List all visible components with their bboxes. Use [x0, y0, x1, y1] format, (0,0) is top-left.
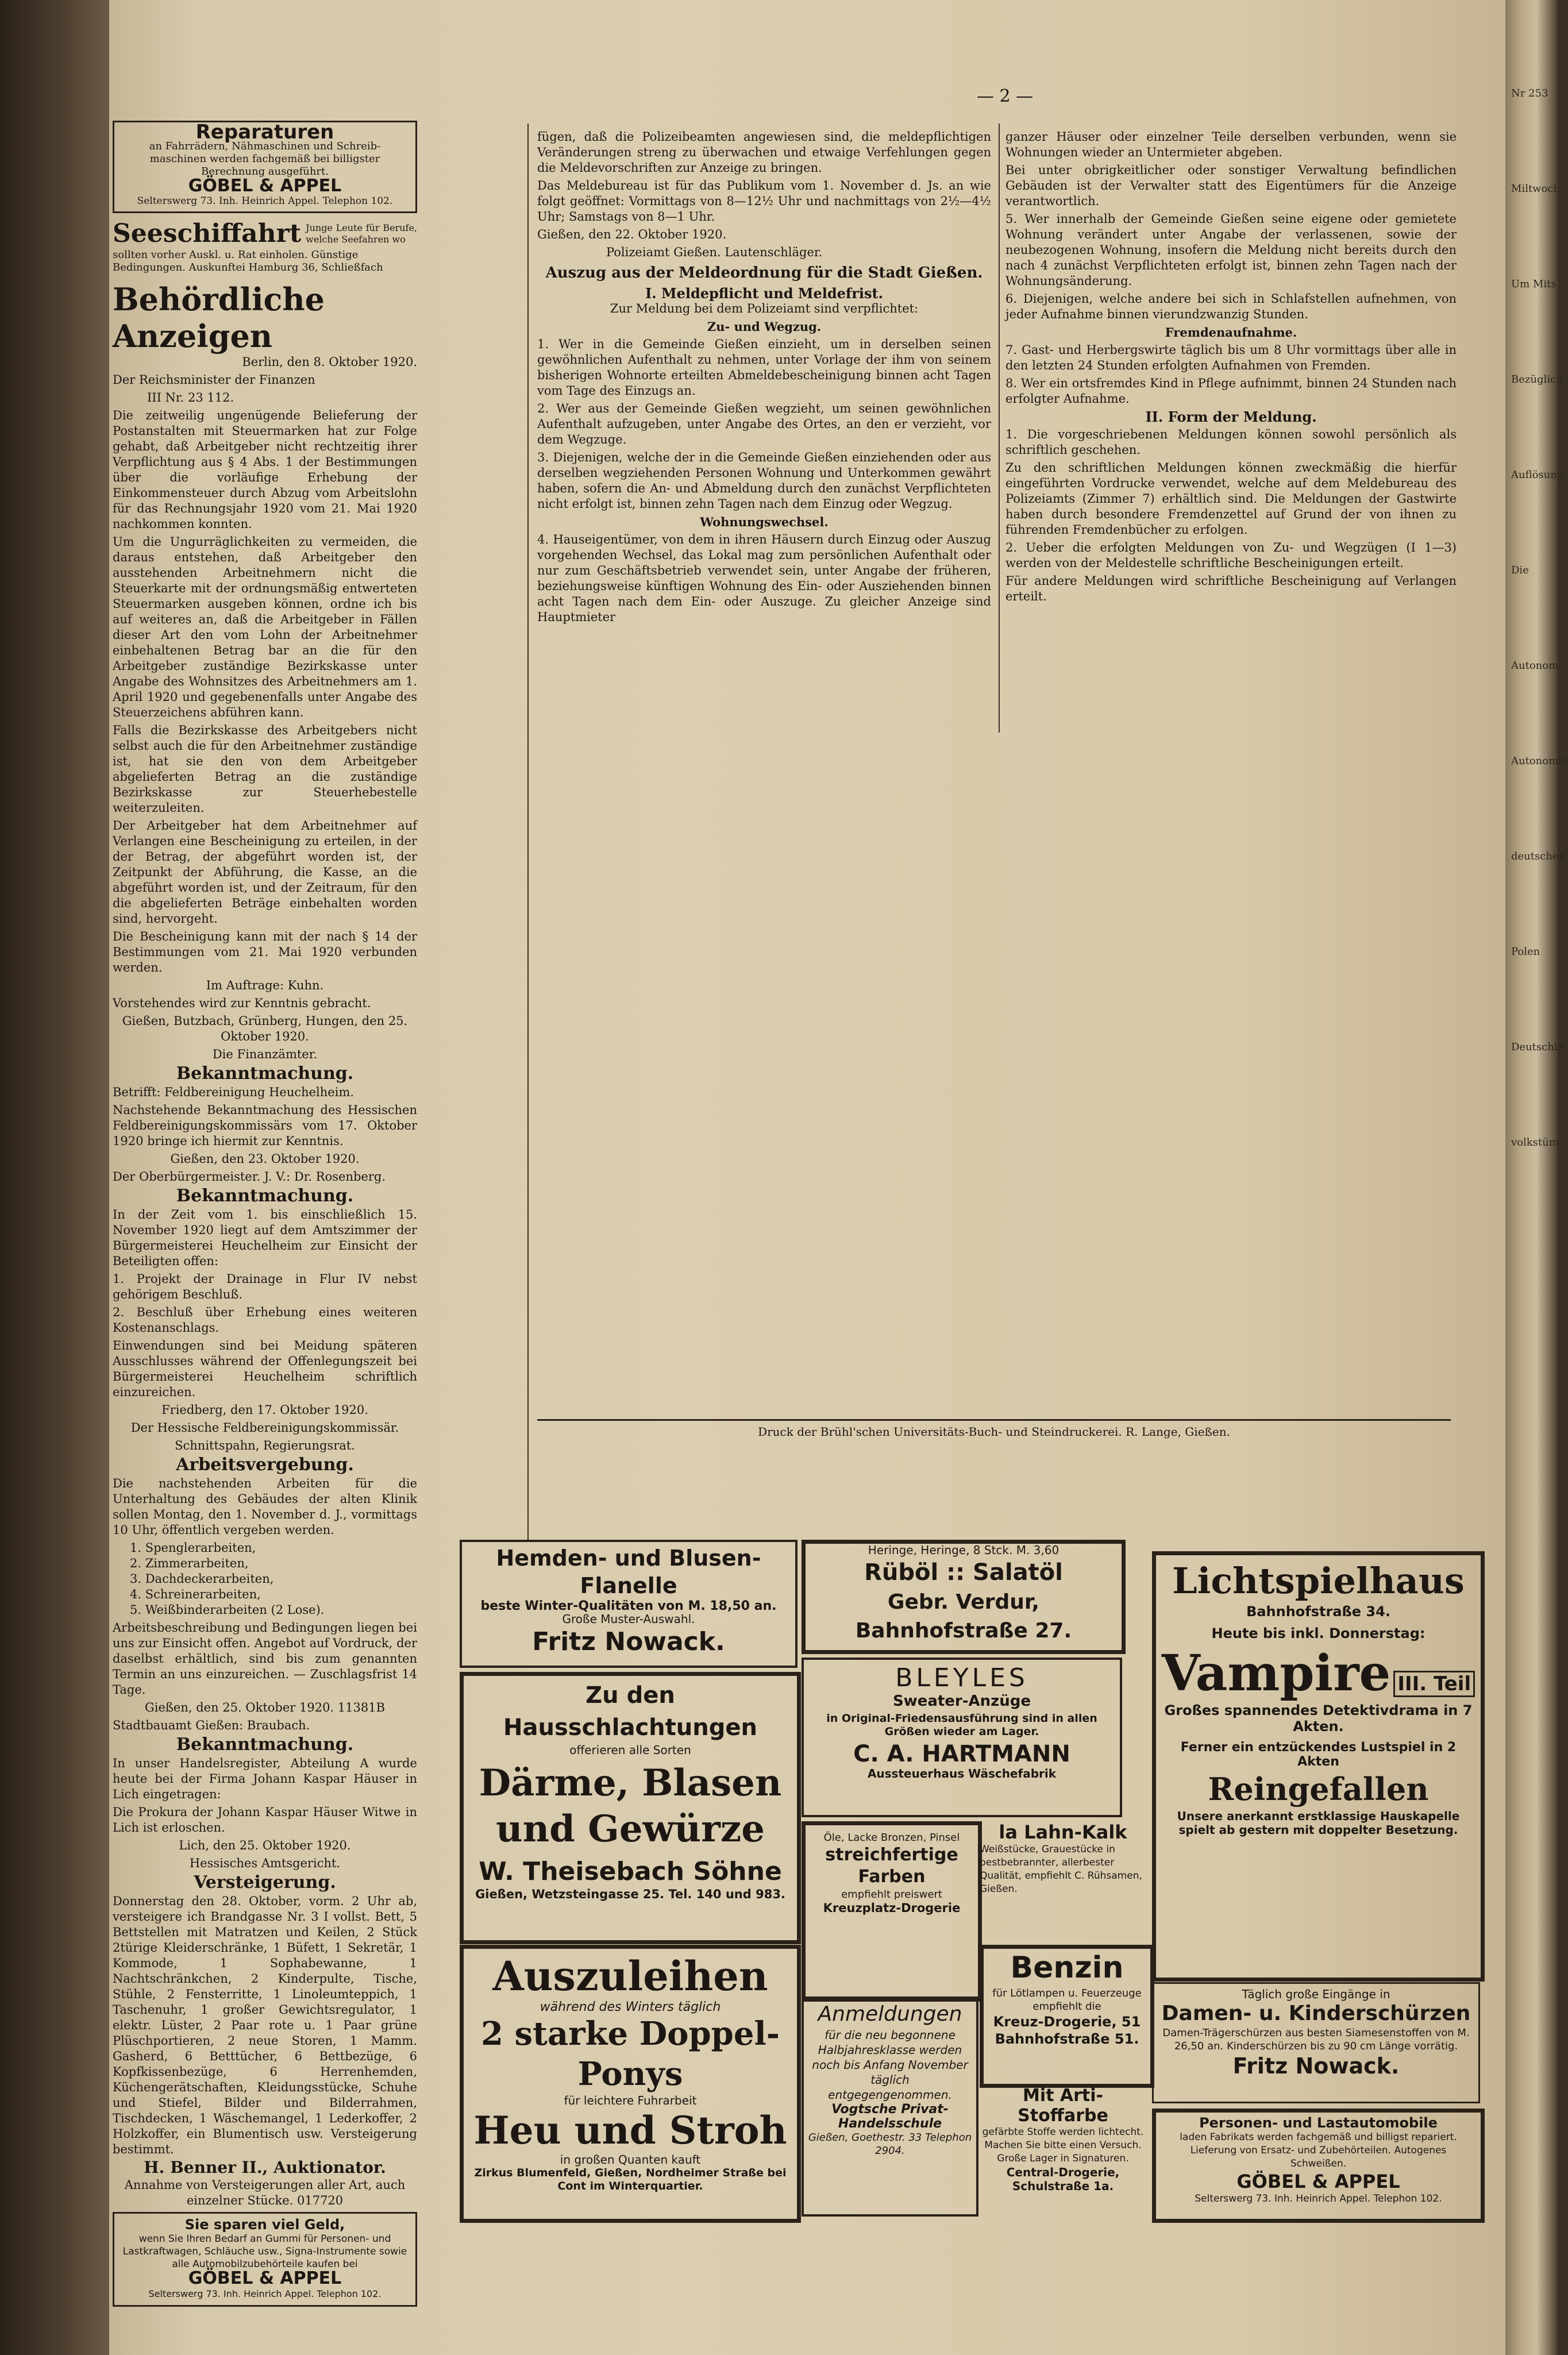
regulation-paragraph: 6. Diejenigen, welche andere bei sich in Schlafstellen aufnehmen, von jeder Aufnahme binnen vierundzwanzig Stunden. [1005, 292, 1457, 321]
ad-bleyles-address: Aussteuerhaus Wäschefabrik [867, 1767, 1057, 1780]
regulation-paragraph: ganzer Häuser oder einzelner Teile derselben verbunden, wenn sie Wohnungen wieder an Untermieter abgeben. [1005, 130, 1457, 159]
ad-paints-sub: empfiehlt preiswert [841, 1888, 942, 1901]
auction-title: Versteigerung. [194, 1872, 336, 1893]
ad-paints-top: Öle, Lacke Bronzen, Pinsel [823, 1832, 960, 1844]
ad-lime-text: Weißstücke, Grauestücke in bestbebrannter, allerbester Qualität, empfiehlt C. Rühsamen, Gießen. [980, 1844, 1142, 1895]
ad-cinema-program: Heute bis inkl. Donnerstag: [1211, 1625, 1426, 1641]
notice-line: Betrifft: Feldbereinigung Heuchelheim. [113, 1085, 355, 1099]
ad-repairs-title: Reparaturen [195, 121, 334, 144]
regulation-paragraph: 1. Wer in die Gemeinde Gießen einzieht, um in derselben seinen gewöhnlichen Aufenthalt zu nehmen, unter Vorlage der ihm von seinem bisherigen Wohnorte erteilten Abmeldebescheinigung binnen acht Tagen vom Tage des Einzugs an. [537, 337, 991, 398]
ad-lend-buys: in großen Quanten kauft [560, 2153, 701, 2167]
notice-line: Die Prokura der Johann Kaspar Häuser Witwe in Lich ist erloschen. [113, 1805, 417, 1834]
ad-cinema-part: III. Teil [1393, 1671, 1475, 1697]
regulation-paragraph: 3. Diejenigen, welche der in die Gemeinde Gießen einziehenden oder aus derselben wegziehenden Personen Wohnung und Unterkommen gewährt haben, sofern die An- und Abmeldung durch den zunächst Verpflichteten nicht erfolgt ist, binnen zehn Tagen nach dem Einzug oder Wegzug. [537, 450, 991, 511]
notice-line: In unser Handelsregister, Abteilung A wurde heute bei der Firma Johann Kaspar Häuser in Lich eingetragen: [113, 1756, 417, 1801]
next-page-fragment: Autonomi [1511, 660, 1562, 672]
ad-cinema-title: Lichtspielhaus [1172, 1560, 1465, 1602]
ad-save-money [113, 2212, 417, 2307]
notice-line: In der Zeit vom 1. bis einschließlich 15. November 1920 liegt auf dem Amtszimmer der Bürgermeisterei Heuchelheim zur Einsicht der Beteiligten offen: [113, 1208, 417, 1268]
notice-title: Arbeitsvergebung. [176, 1455, 354, 1475]
ad-dye-title: Mit Arti-Stoffarbe [1018, 2086, 1108, 2126]
ad-seafaring-title: Seeschiffahrt [113, 219, 302, 248]
ad-automobiles [1152, 2109, 1485, 2223]
column-right [1005, 129, 1457, 675]
notice-line: Schnittspahn, Regierungsrat. [175, 1439, 355, 1452]
ad-slaughter [460, 1672, 801, 1944]
ad-bleyles-firm: C. A. HARTMANN [853, 1741, 1070, 1767]
notice-paragraph: Falls die Bezirkskasse des Arbeitgebers nicht selbst auch die für den Arbeitnehmer zuständige ist, hat sie den von dem Arbeitgeber abgelieferten Betrag an die zuständige Bezirkskasse zur Steuerhebestelle weiterzuleiten. [113, 723, 417, 815]
next-page-fragment: Um Mits [1511, 278, 1557, 290]
next-page-fragment: Bezüglich [1511, 373, 1563, 386]
ad-aprons [1152, 1982, 1480, 2103]
auction-text: Donnerstag den 28. Oktober, vorm. 2 Uhr ab, versteigere ich Brandgasse Nr. 3 I vollst. Bett, 5 Bettstellen mit Matratzen und Keilen, 2 Stück 2türige Kleiderschränke, 1 Büfett, 1 Sekretär, 1 Kommode, 1 Sophabewanne, 1 Nachtschränkchen, 2 Kinderpulte, Tische, Stühle, 2 Fensterritte, 1 Linoleumteppich, 1 Taschenuhr, 1 großer Gewichtsregulator, 1 elektr. Lüster, 2 Paar rote u. 1 Paar grüne Plüschportieren, 2 neue Storen, 1 Mamm. Gasherd, 6 Betttücher, 6 Bettbezüge, 6 Kopfkissenbezüge, 6 Herrenhemden, Küchengerätschaften, Kleidungsstücke, Schuhe und Stiefel, Bilder und Bilderrahmen, Tischdecken, 1 Wäschemangel, 1 Lederkoffer, 2 Holzkoffer, ein Blumentisch usw. Versteigerung bestimmt. [113, 1894, 417, 2156]
notice-paragraph: Die zeitweilig ungenügende Belieferung der Postanstalten mit Steuermarken hat zur Folge gehabt, daß Arbeitgeber nicht rechtzeitig ihrer Verpflichtung aus § 4 Abs. 1 der Bestimmungen über die vorläufige Erhebung der Einkommensteuer durch Abzug vom Arbeitslohn für das Rechnungsjahr 1920 vom 21. Mai 1920 nachkommen konnten. [113, 408, 417, 531]
column-rule [999, 124, 1000, 733]
regulation-paragraph: 7. Gast- und Herbergswirte täglich bis um 8 Uhr vormittags über alle in den letzten 24 Stunden erfolgten Aufnahmen von Fremden. [1005, 343, 1457, 372]
regulation-section: II. Form der Meldung. [1145, 408, 1317, 425]
notice-office: Die Finanzämter. [212, 1047, 318, 1061]
notice-line: Friedberg, den 17. Oktober 1920. [161, 1403, 368, 1417]
auction-signature: H. Benner II., Auktionator. [144, 2158, 386, 2177]
ad-seafaring [113, 219, 417, 274]
regulation-section: I. Meldepflicht und Meldefrist. [645, 285, 883, 302]
ad-seafaring-line: sollten vorher Auskl. u. Rat einholen. Günstige [113, 249, 359, 261]
ad-cinema-address: Bahnhofstraße 34. [1246, 1604, 1390, 1620]
ad-bleyles [802, 1658, 1122, 1817]
column-left [113, 121, 417, 2299]
ad-lend-title: Auszuleihen [492, 1952, 768, 2000]
ad-dye [980, 2086, 1146, 2218]
ad-lend-hay: Heu und Stroh [473, 2108, 787, 2153]
notice-line: Hessisches Amtsgericht. [189, 1856, 341, 1870]
ad-dye-text: gefärbte Stoffe werden lichtecht. Machen Sie bitte einen Versuch. Große Lager in Signaturen. [982, 2126, 1144, 2164]
ad-cinema [1152, 1551, 1485, 1982]
column-rule [527, 124, 529, 1540]
police-office: Polizeiamt Gießen. Lautenschläger. [606, 245, 823, 259]
ad-aprons-text: Damen-Trägerschürzen aus besten Siamesenstoffen von M. 26,50 an. Kinderschürzen bis zu 90 cm Länge vorrätig. [1162, 2027, 1470, 2052]
notice-line: Gießen, den 25. Oktober 1920. 11381B [144, 1701, 386, 1714]
ad-flannel-subtitle: beste Winter-Qualitäten von M. 18,50 an. [480, 1599, 777, 1613]
ad-lime-title: la Lahn-Kalk [999, 1821, 1127, 1843]
ad-lime [980, 1821, 1146, 1936]
ad-repairs-address: Selterswerg 73. Inh. Heinrich Appel. Telephon 102. [137, 195, 393, 207]
ad-paints [802, 1821, 982, 2002]
ad-herring-title: Heringe, Heringe, 8 Stck. M. 3,60 [868, 1543, 1060, 1557]
regulation-paragraph: 2. Ueber die erfolgten Meldungen von Zu- und Wegzügen (I 1—3) werden von der Meldestelle schriftliche Bescheinigungen erteilt. [1005, 541, 1457, 570]
ad-herring [802, 1540, 1126, 1654]
printer-imprint: Druck der Brühl'schen Universitäts-Buch- und Steindruckerei. R. Lange, Gießen. [758, 1425, 1230, 1439]
police-date: Gießen, den 22. Oktober 1920. [537, 228, 727, 241]
regulation-paragraph: 2. Wer aus der Gemeinde Gießen wegzieht, um seinen gewöhnlichen Aufenthalt aufzugeben, unter Angabe des Ortes, an den er verzieht, vor dem Wegzuge. [537, 402, 991, 446]
ad-automobiles-title: Personen- und Lastautomobile [1199, 2115, 1438, 2131]
ad-slaughter-main: Därme, Blasen und Gewürze [479, 1762, 782, 1851]
ad-repairs-firm: GÖBEL & APPEL [188, 176, 342, 196]
notice-line: 2. Beschluß über Erhebung eines weiteren Kostenanschlags. [113, 1305, 417, 1335]
regulation-paragraph: Für andere Meldungen wird schriftliche Bescheinigung auf Verlangen erteilt. [1005, 574, 1457, 603]
ad-lend-sub: während des Winters täglich [540, 2000, 721, 2014]
ad-herring-firm: Gebr. Verdur, Bahnhofstraße 27. [855, 1590, 1072, 1643]
ad-benzine [980, 1945, 1154, 2088]
ad-cinema-comedy: Reingefallen [1208, 1771, 1429, 1807]
notice-line: Die nachstehenden Arbeiten für die Unterhaltung des Gebäudes der alten Klinik sollen Montag, den 1. November d. J., vormittags 10 Uhr, öffentlich vergeben werden. [113, 1477, 417, 1537]
notice-title: Bekanntmachung. [176, 1063, 354, 1084]
ad-repairs-line: Berechnung ausgeführt. [201, 165, 329, 178]
ad-lend-sub2: für leichtere Fuhrarbeit [564, 2094, 697, 2107]
notice-date: Berlin, den 8. Oktober 1920. [242, 355, 417, 369]
notice-place: Gießen, Butzbach, Grünberg, Hungen, den 25. Oktober 1920. [122, 1014, 408, 1043]
ad-automobiles-address: Selterswerg 73. Inh. Heinrich Appel. Telephon 102. [1195, 2193, 1442, 2204]
imprint-rule [537, 1419, 1451, 1421]
ad-automobiles-firm: GÖBEL & APPEL [1236, 2171, 1400, 2192]
ad-cinema-extra: Ferner ein entzückendes Lustspiel in 2 Akten [1180, 1740, 1457, 1769]
notice-line: Einwendungen sind bei Meidung späteren Ausschlusses während der Offenlegungszeit bei Bürgermeisterei Heuchelheim schriftlich einzureichen. [113, 1339, 417, 1399]
ad-bleyles-title: BLEYLES [895, 1663, 1028, 1693]
regulation-paragraph: 1. Die vorgeschriebenen Meldungen können sowohl persönlich als schriftlich geschehen. [1005, 427, 1457, 457]
ad-registration-address: Gießen, Goethestr. 33 Telephon 2904. [808, 2132, 972, 2157]
ad-registration-title: Anmeldungen [818, 2002, 962, 2026]
notice-line: 2. Zimmerarbeiten, [130, 1556, 249, 1570]
notice-line: Nachstehende Bekanntmachung des Hessischen Feldbereinigungskommissärs vom 17. Oktober 1920 bringe ich hiermit zur Kenntnis. [113, 1103, 417, 1148]
ad-paints-main: streichfertige Farben [825, 1845, 958, 1887]
notice-title: Bekanntmachung. [176, 1186, 354, 1206]
ad-save-money-text: wenn Sie Ihren Bedarf an Gummi für Personen- und Lastkraftwagen, Schläuche usw., Signa-Instrumente sowie alle Automobilzubehörteile kaufen bei [122, 2233, 407, 2270]
regulation-paragraph: 5. Wer innerhalb der Gemeinde Gießen seine eigene oder gemietete Wohnung verändert unter Angabe der verlassenen, sowie der neubezogenen Wohnung, insofern die Meldung nicht bereits durch den nach 4 zunächst Verpflichteten erfolgt ist, binnen zehn Tagen nach der Wohnungsänderung. [1005, 212, 1457, 288]
notice-line: 3. Dachdeckerarbeiten, [130, 1572, 274, 1586]
notice-line: Arbeitsbeschreibung und Bedingungen liegen bei uns zur Einsicht offen. Angebot auf Vordruck, der daselbst erhältlich, sind bis zum genannten Termin an uns einzureichen. — Zuschlagsfrist 14 Tage. [113, 1621, 417, 1697]
ad-paints-firm: Kreuzplatz-Drogerie [823, 1901, 961, 1915]
next-page-fragment: Nr 253 [1511, 87, 1548, 99]
regulation-paragraph: 8. Wer ein ortsfremdes Kind in Pflege aufnimmt, binnen 24 Stunden nach erfolgter Aufnahme. [1005, 376, 1457, 406]
ad-cinema-description: Großes spannendes Detektivdrama in 7 Akten. [1164, 1702, 1473, 1735]
ad-cinema-film: Vampire [1161, 1644, 1391, 1702]
section-title-authorities: Behördliche Anzeigen [113, 281, 325, 354]
notice-line: 1. Spenglerarbeiten, [130, 1541, 256, 1555]
book-spine [0, 0, 109, 2355]
ad-aprons-firm: Fritz Nowack. [1232, 2053, 1400, 2079]
ad-registration [802, 1996, 978, 2217]
ad-repairs [113, 121, 417, 213]
notice-reference: III Nr. 23 112. [147, 391, 234, 404]
regulation-subtitle: Zu- und Wegzug. [707, 319, 822, 334]
notice-line: 1. Projekt der Drainage in Flur IV nebst gehörigem Beschluß. [113, 1272, 417, 1301]
notice-line: 4. Schreinerarbeiten, [130, 1587, 261, 1601]
notice-author: Der Reichsminister der Finanzen [113, 373, 315, 387]
ad-registration-text: für die neu begonnene Halbjahresklasse werden noch bis Anfang November täglich entgegengenommen. [812, 2028, 968, 2102]
ad-repairs-line: maschinen werden fachgemäß bei billigster [149, 153, 380, 165]
ad-bleyles-subtitle: Sweater-Anzüge [892, 1693, 1031, 1710]
ad-flannel [460, 1540, 798, 1668]
next-page-fragment: deutschen [1511, 850, 1566, 862]
ad-aprons-intro: Täglich große Eingänge in [1242, 1987, 1390, 2001]
column-middle [537, 129, 991, 675]
ad-cinema-note: Unsere anerkannt erstklassige Hauskapelle spielt ab gestern mit doppelter Besetzung. [1177, 1809, 1460, 1837]
next-page-fragment: Autonomie [1511, 755, 1568, 767]
ad-flannel-note: Große Muster-Auswahl. [562, 1612, 695, 1626]
auction-footer: Annahme von Versteigerungen aller Art, auch einzelner Stücke. 017720 [124, 2178, 406, 2207]
ad-aprons-title: Damen- u. Kinderschürzen [1161, 2002, 1471, 2025]
next-page-fragment: Miltwoch [1511, 183, 1561, 195]
ad-dye-firm: Central-Drogerie, Schulstraße 1a. [1006, 2165, 1120, 2193]
ad-herring-main: Rüböl :: Salatöl [864, 1559, 1063, 1586]
ad-save-money-address: Selterswerg 73. Inh. Heinrich Appel. Telephon 102. [148, 2288, 382, 2299]
regulation-subtitle: Fremdenaufnahme. [1165, 325, 1297, 340]
ad-flannel-title: Hemden- und Blusen-Flanelle [496, 1545, 761, 1598]
page-number: — 2 — [977, 86, 1034, 106]
ad-seafaring-line: Bedingungen. Auskunftei Hamburg 36, Schließfach [113, 261, 383, 273]
notice-paragraph: Die Bescheinigung kann mit der nach § 14 der Bestimmungen vom 21. Mai 1920 verbunden werden. [113, 930, 417, 974]
notice-line: Lich, den 25. Oktober 1920. [179, 1838, 351, 1852]
ad-benzine-firm: Kreuz-Drogerie, 51 Bahnhofstraße 51. [993, 2014, 1141, 2047]
next-page-fragment: Die [1511, 564, 1529, 576]
next-page-fragment: Auflösung [1511, 469, 1564, 481]
ad-bleyles-text: in Original-Friedensausführung sind in allen Größen wieder am Lager. [826, 1712, 1097, 1738]
notice-line: Gießen, den 23. Oktober 1920. [170, 1152, 360, 1166]
regulation-paragraph: 4. Hauseigentümer, von dem in ihren Häusern durch Einzug oder Auszug vorgehenden Wechsel, das Lokal mag zum persönlichen Aufenthalt oder nur zum Geschäftsbetrieb verwendet sein, unter Angabe der früheren, beziehungsweise künftigen Wohnung des Ein- oder Ausziehenden binnen acht Tagen nach dem Ein- oder Auszuge. Zu gleicher Anzeige sind Hauptmieter [537, 533, 991, 624]
notice-line: Stadtbauamt Gießen: Braubach. [113, 1718, 310, 1732]
ad-automobiles-text: laden Fabrikats werden fachgemäß und billigst repariert. Lieferung von Ersatz- und Zubehörteilen. Autogenes Schweißen. [1180, 2132, 1457, 2169]
ad-slaughter-firm: W. Theisebach Söhne [479, 1857, 782, 1886]
notice-line: Der Hessische Feldbereinigungskommissär. [130, 1421, 399, 1435]
regulation-paragraph: Zu den schriftlichen Meldungen können zweckmäßig die hierfür eingeführten Vordrucke verwendet, welche auf dem Meldebureau des Polizeiamts (Zimmer 7) erhältlich sind. Die Meldungen der Gastwirte haben durch besondere Fremdenzettel auf Grund der von ihnen zu führenden Fremdenbücher zu erfolgen. [1005, 461, 1457, 537]
police-text: Das Meldebureau ist für das Publikum vom 1. November d. Js. an wie folgt geöffnet: Vormittags von 8—12½ Uhr und nachmittags von 2½—4½ Uhr; Samstags von 8—1 Uhr. [537, 179, 991, 223]
ad-save-money-title: Sie sparen viel Geld, [184, 2217, 345, 2233]
ad-lend-main: 2 starke Doppel-Ponys [481, 2015, 780, 2093]
next-page-fragment: volkstüm [1511, 1136, 1559, 1148]
next-page-fragments [1505, 0, 1568, 1150]
police-text: fügen, daß die Polizeibeamten angewiesen sind, die meldepflichtigen Veränderungen streng zu überwachen und etwaige Verfehlungen gegen die Meldevorschriften zur Anzeige zu bringen. [537, 130, 991, 175]
regulation-intro: Zur Meldung bei dem Polizeiamt sind verpflichtet: [610, 302, 919, 315]
ad-slaughter-title: Zu den Hausschlachtungen [503, 1682, 757, 1741]
regulation-paragraph: Bei unter obrigkeitlicher oder sonstiger Verwaltung befindlichen Gebäuden ist der Verwalter statt des Eigentümers für die Anzeige verantwortlich. [1005, 163, 1457, 208]
notice-note: Vorstehendes wird zur Kenntnis gebracht. [113, 996, 371, 1010]
ad-repairs-line: an Fahrrädern, Nähmaschinen und Schreib- [149, 140, 381, 152]
next-page-fragment: Deutschla [1511, 1041, 1564, 1053]
regulation-title: Auszug aus der Meldeordnung für die Stadt Gießen. [545, 264, 983, 282]
ad-registration-school: Vogtsche Privat-Handelsschule [831, 2102, 949, 2131]
ad-lend [460, 1945, 801, 2223]
notice-line: 5. Weißbinderarbeiten (2 Lose). [130, 1603, 325, 1617]
notice-line: Der Oberbürgermeister. J. V.: Dr. Rosenberg. [113, 1170, 386, 1184]
notice-paragraph: Der Arbeitgeber hat dem Arbeitnehmer auf Verlangen eine Bescheinigung zu erteilen, in der der Betrag, der abgeführt worden ist, der Zeitpunkt der Abführung, die Kasse, an die abgeführt worden ist, und der Zeitraum, für den die abgelieferten Beträge einbehalten worden sind, hervorgeht. [113, 819, 417, 926]
ad-save-money-firm: GÖBEL & APPEL [188, 2268, 342, 2288]
ad-lend-firm: Zirkus Blumenfeld, Gießen, Nordheimer Straße bei Cont im Winterquartier. [474, 2167, 787, 2192]
ad-flannel-firm: Fritz Nowack. [532, 1627, 725, 1656]
notice-signature: Im Auftrage: Kuhn. [206, 978, 324, 992]
notice-title: Bekanntmachung. [176, 1735, 354, 1755]
ad-seafaring-side: Junge Leute für Berufe, welche Seefahren wo [306, 222, 417, 245]
ad-benzine-text: für Lötlampen u. Feuerzeuge empfiehlt die [992, 1987, 1142, 2013]
ad-slaughter-address: Gießen, Wetzsteingasse 25. Tel. 140 und 983. [475, 1887, 785, 1901]
next-page-edge [1505, 0, 1568, 2355]
ad-benzine-title: Benzin [1010, 1951, 1124, 1985]
next-page-fragment: Polen [1511, 946, 1540, 958]
ad-slaughter-subtitle: offerieren alle Sorten [569, 1743, 691, 1757]
regulation-subtitle: Wohnungswechsel. [700, 515, 829, 529]
notice-paragraph: Um die Ungurräglichkeiten zu vermeiden, die daraus entstehen, daß Arbeitgeber den ausstehenden Arbeitnehmern nicht die Steuerkarte mit der ordnungsmäßig entwerteten Steuermarken ausgeben können, ordne ich bis auf weiteres an, daß die Arbeitgeber in Fällen dieser Art den vom Lohn der Arbeitnehmer einbehaltenen Betrag bar an die für den Arbeitgeber zuständige Bezirkskasse unter Angabe des Wohnsitzes des Arbeitnehmers am 1. April 1920 und gegebenenfalls unter Angabe des Steuerzeichens abführen kann. [113, 535, 417, 719]
